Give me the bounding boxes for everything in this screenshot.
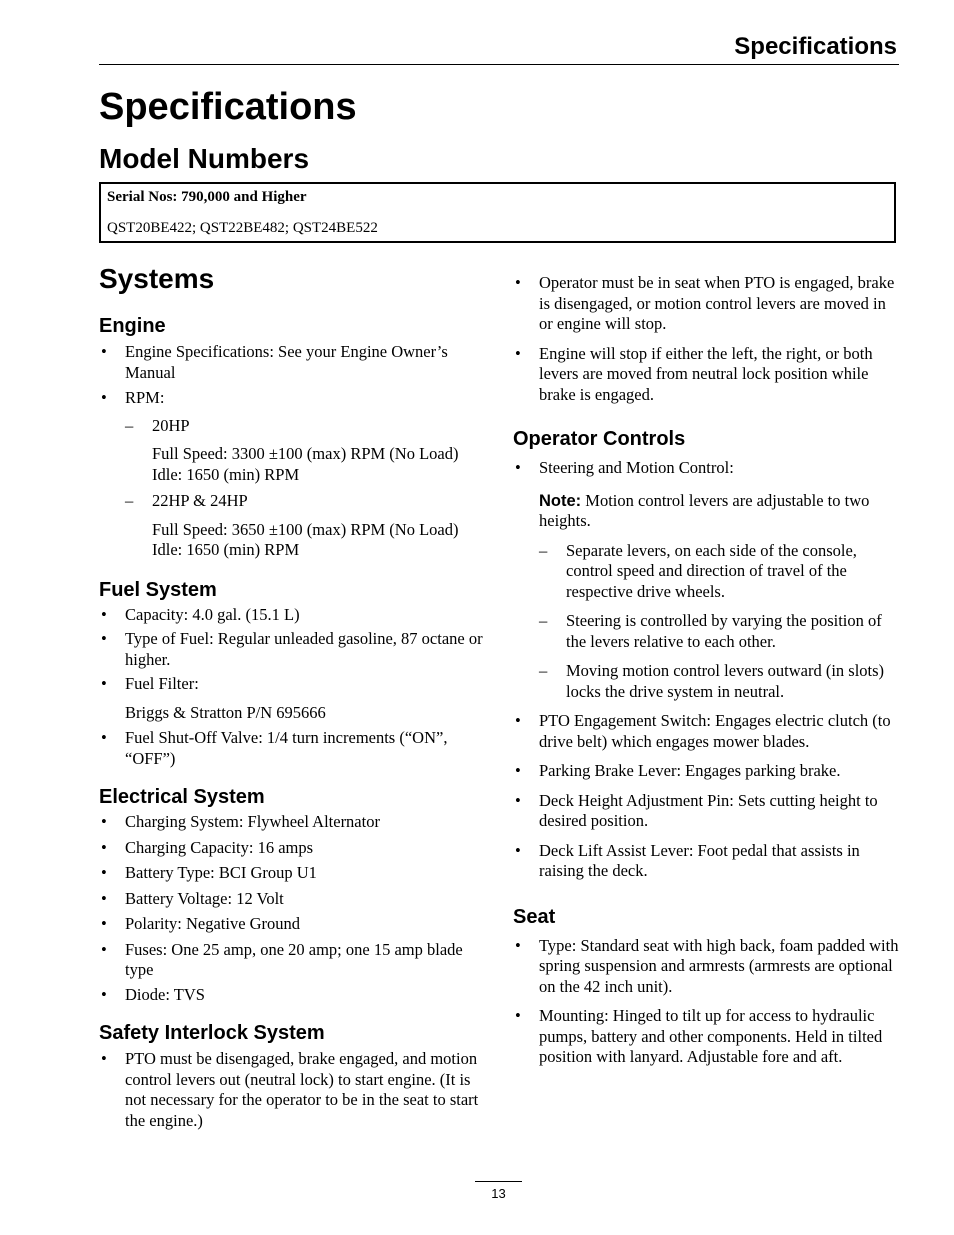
list-item: • Parking Brake Lever: Engages parking brake.: [513, 761, 903, 782]
sub-list-item: – Steering is controlled by varying the position of the levers relative to each other.: [513, 611, 903, 652]
list-item: • Deck Height Adjustment Pin: Sets cutting height to desired position.: [513, 791, 903, 832]
list-item: • Fuel Filter:: [99, 674, 494, 695]
seat-heading: Seat: [513, 905, 556, 928]
page-title: Specifications: [99, 86, 357, 128]
sub-list-item: – Separate levers, on each side of the console, control speed and direction of travel of the respective drive wheels.: [513, 541, 903, 603]
list-item: • Mounting: Hinged to tilt up for access to hydraulic pumps, battery and other components. Held in tilted position with lanyard. Adjustable fore and aft.: [513, 1006, 903, 1068]
list-item: • Steering and Motion Control:: [513, 458, 903, 479]
operator-controls-heading: Operator Controls: [513, 428, 686, 450]
list-item: • Operator must be in seat when PTO is engaged, brake is disengaged, or motion control levers are moved in or engine will stop.: [513, 273, 903, 335]
list-item: • Fuel Shut-Off Valve: 1/4 turn increments (“ON”, “OFF”): [99, 728, 494, 769]
list-item: • Type: Standard seat with high back, foam padded with spring suspension and armrests (armrests are optional on the 42 inch unit).: [513, 936, 903, 998]
list-item: • Charging Capacity: 16 amps: [99, 838, 494, 859]
sub-list-item: – Moving motion control levers outward (in slots) locks the drive system in neutral.: [513, 661, 903, 702]
footer-rule: [475, 1181, 522, 1182]
sub-list-item: – 22HP & 24HP: [99, 491, 494, 512]
left-column: [99, 313, 494, 1131]
fuel-system-heading: Fuel System: [99, 578, 217, 601]
model-numbers-heading: Model Numbers: [99, 143, 310, 174]
list-item: • Engine Specifications: See your Engine Owner’s Manual: [99, 342, 494, 383]
engine-list: [99, 342, 494, 436]
list-item: • Deck Lift Assist Lever: Foot pedal that assists in raising the deck.: [513, 841, 903, 882]
fuel-filter-part: Briggs & Stratton P/N 695666: [125, 702, 326, 722]
safety-interlock-heading: Safety Interlock System: [99, 1022, 325, 1044]
note-text: Motion control levers are adjustable to two heights.: [539, 490, 870, 530]
electrical-system-heading: Electrical System: [99, 786, 265, 808]
list-item: • Capacity: 4.0 gal. (15.1 L): [99, 605, 494, 626]
fuel-list: [99, 605, 494, 695]
rpm-2224hp-idle: Idle: 1650 (min) RPM: [152, 540, 300, 559]
rpm-2224hp-full: Full Speed: 3650 ±100 (max) RPM (No Load): [152, 519, 459, 539]
sub-list-item: – 20HP: [99, 416, 494, 437]
list-item: • PTO must be disengaged, brake engaged, and motion control levers out (neutral lock) to start engine. (It is not necessary for the operator to be in the seat to start the engine.): [99, 1049, 494, 1131]
rpm-20hp-idle: Idle: 1650 (min) RPM: [152, 464, 300, 484]
list-item: • Polarity: Negative Ground: [99, 914, 494, 935]
list-item: • Battery Type: BCI Group U1: [99, 863, 494, 884]
systems-heading: Systems: [99, 263, 215, 294]
list-item: • Type of Fuel: Regular unleaded gasoline, 87 octane or higher.: [99, 629, 494, 670]
list-item: • Charging System: Flywheel Alternator: [99, 812, 494, 833]
safety-list-continued: [513, 273, 903, 405]
serial-numbers: Serial Nos: 790,000 and Higher: [107, 189, 307, 205]
model-list: QST20BE422; QST22BE482; QST24BE522: [107, 220, 378, 236]
list-item: • RPM:: [99, 388, 494, 409]
list-item: • PTO Engagement Switch: Engages electric clutch (to drive belt) which engages mower blades.: [513, 711, 903, 752]
right-column: [513, 273, 903, 1068]
list-item: • Diode: TVS: [99, 985, 494, 1006]
seat-list: [513, 936, 903, 1068]
header-rule: [99, 64, 899, 65]
list-item: • Engine will stop if either the left, the right, or both levers are moved from neutral lock position while brake is engaged.: [513, 344, 903, 406]
electrical-list: [99, 812, 494, 1005]
operator-list: [513, 458, 903, 479]
model-numbers-box: [99, 182, 896, 243]
list-item: • Fuses: One 25 amp, one 20 amp; one 15 amp blade type: [99, 940, 494, 981]
note-label: Note:: [539, 491, 582, 510]
page-number: 13: [491, 1186, 506, 1201]
note: [513, 491, 903, 532]
engine-heading: Engine: [99, 315, 166, 337]
list-item: • Battery Voltage: 12 Volt: [99, 889, 494, 910]
running-header-title: Specifications: [734, 33, 897, 60]
safety-list: [99, 1049, 494, 1131]
rpm-20hp-full: Full Speed: 3300 ±100 (max) RPM (No Load): [152, 444, 459, 463]
